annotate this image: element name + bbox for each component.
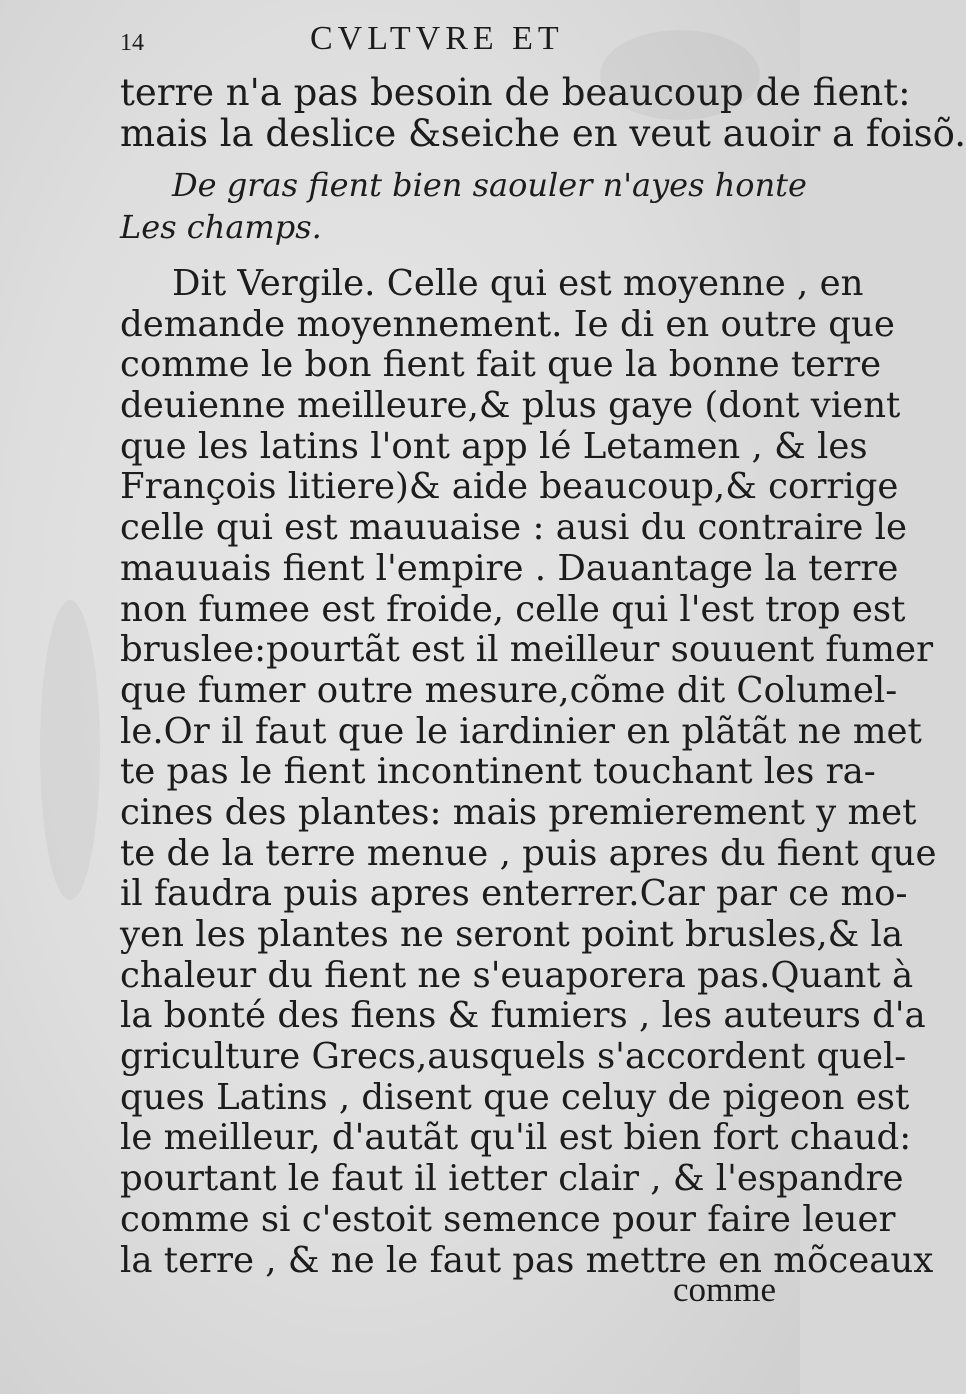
body-text: [120, 263, 937, 1281]
text-line: que fumer outre mesure,cõme dit Columel-: [120, 669, 898, 711]
quote-line: De gras fient bien saouler n'ayes honte: [172, 166, 807, 204]
text-line: Dit Vergile. Celle qui est moyenne , en: [172, 263, 864, 304]
catchword: comme: [672, 1270, 776, 1309]
text-line: bruslee:pourtãt est il meilleur souuent fumer: [120, 629, 934, 671]
text-line: mais la deslice &seiche en veut auoir a foisõ.: [120, 112, 966, 155]
text-line: demande moyennement. Ie di en outre que: [120, 303, 895, 345]
text-line: la terre , & ne le faut pas mettre en mõceaux: [120, 1239, 934, 1281]
text-line: terre n'a pas besoin de beaucoup de fient:: [120, 71, 911, 114]
text-line: mauuais fient l'empire . Dauantage la terre: [120, 547, 899, 589]
text-line: te pas le fient incontinent touchant les ra-: [120, 751, 876, 793]
text-line: il faudra puis apres enterrer.Car par ce mo-: [120, 873, 908, 915]
intro-text: [120, 71, 966, 155]
text-line: que les latins l'ont app lé Letamen , & les: [120, 425, 868, 467]
text-line: yen les plantes ne seront point brusles,& la: [120, 914, 904, 955]
verse-quote: [120, 164, 807, 248]
text-line: griculture Grecs,ausquels s'accordent quel-: [120, 1036, 907, 1078]
text-line: te de la terre menue , puis apres du fient que: [120, 832, 937, 874]
text-line: chaleur du fient ne s'euaporera pas.Quant à: [120, 954, 914, 996]
text-line: celle qui est mauuaise : ausi du contraire le: [120, 507, 907, 549]
text-line: deuienne meilleure,& plus gaye (dont vient: [120, 385, 901, 427]
page-header: [120, 18, 770, 62]
text-line: le meilleur, d'autãt qu'il est bien fort chaud:: [120, 1117, 912, 1159]
text-line: François litiere)& aide beaucoup,& corrige: [120, 466, 899, 508]
page-number: 14: [120, 30, 144, 56]
text-line: pourtant le faut il ietter clair , & l'espandre: [120, 1158, 904, 1200]
text-line: la bonté des fiens & fumiers , les auteurs d'a: [120, 995, 926, 1037]
running-title: CVLTVRE ET: [310, 20, 564, 57]
text-line: cines des plantes: mais premierement y met: [120, 791, 917, 833]
quote-line: Les champs.: [120, 208, 322, 246]
text-line: non fumee est froide, celle qui l'est trop est: [120, 588, 906, 630]
text-line: ques Latins , disent que celuy de pigeon est: [120, 1076, 910, 1118]
text-line: comme le bon fient fait que la bonne terre: [120, 344, 882, 386]
paper-stain: [40, 600, 100, 900]
text-line: le.Or il faut que le iardinier en plãtãt ne met: [120, 710, 922, 752]
text-line: comme si c'estoit semence pour faire leuer: [120, 1198, 896, 1240]
